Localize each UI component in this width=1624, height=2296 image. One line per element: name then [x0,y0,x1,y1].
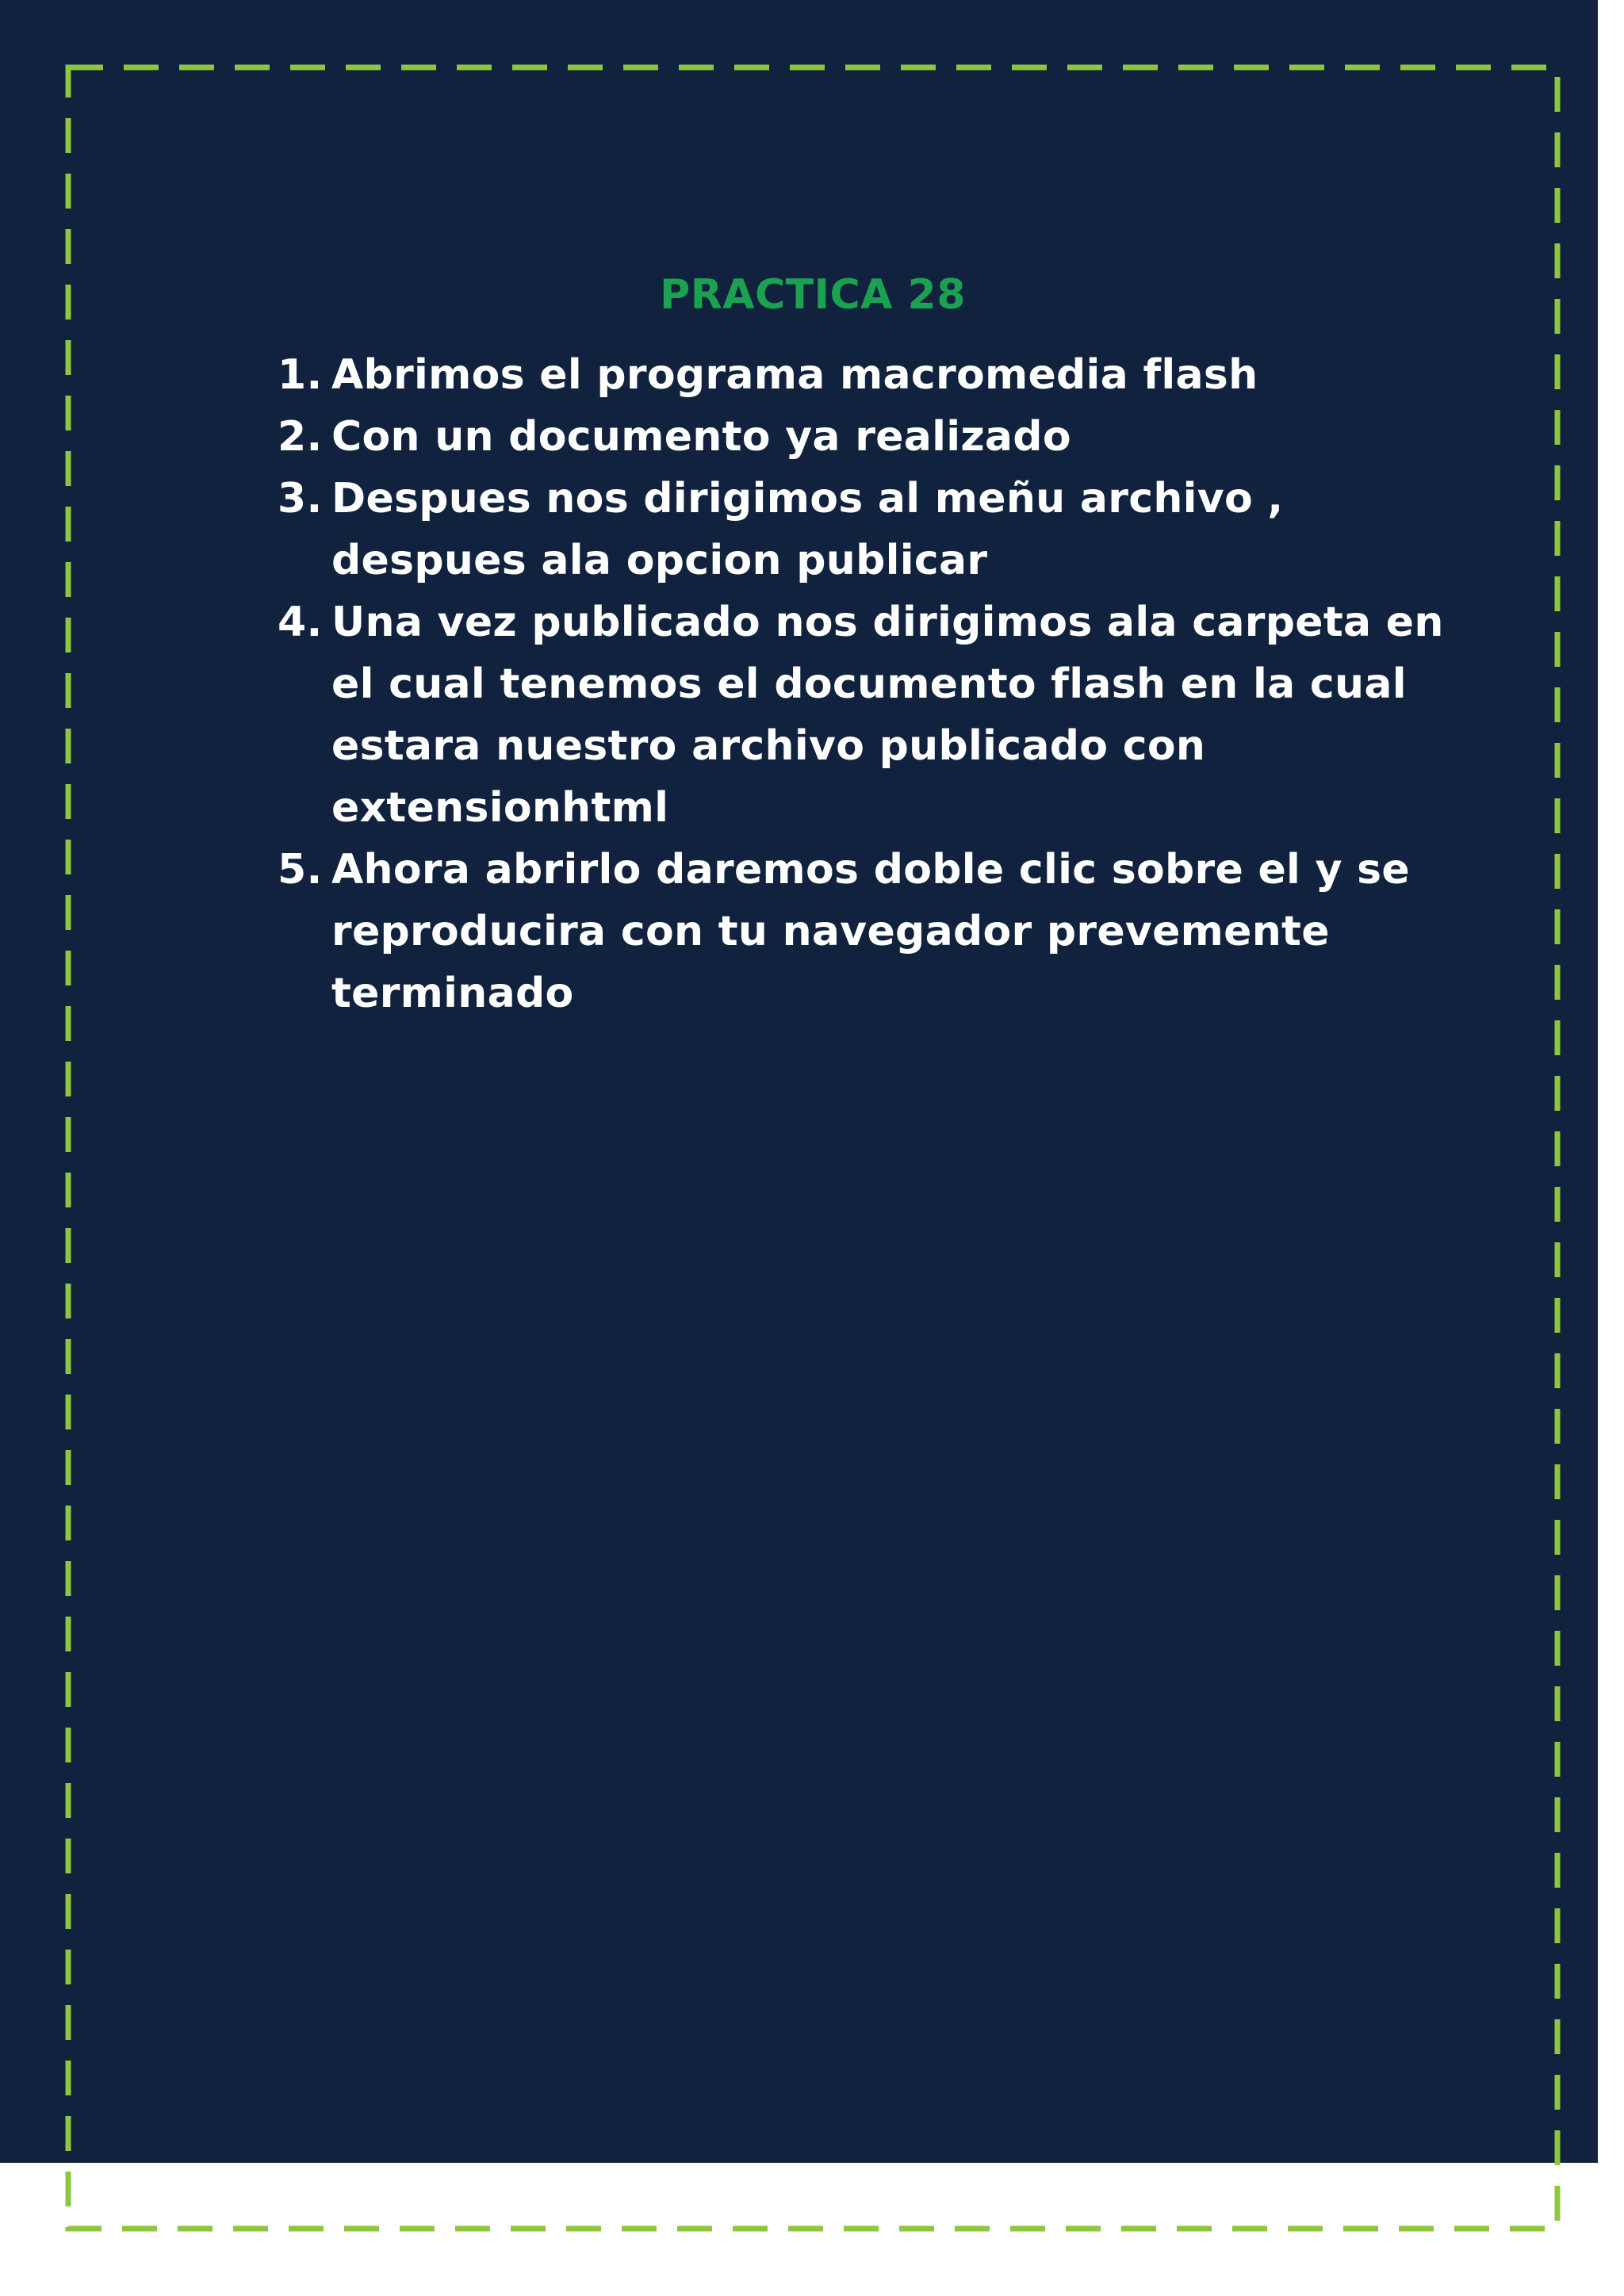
list-item [278,344,1489,406]
list-item [278,468,1489,591]
list-item [278,406,1489,468]
list-item-text: Ahora abrirlo daremos doble clic sobre el y se reproducira con tu navegador prevemente terminado [331,846,1410,1017]
list-item-number: 2. [278,413,323,461]
list-item-text: Despues nos dirigimos al meñu archivo , despues ala opcion publicar [331,475,1284,584]
page-title: PRACTICA 28 [660,271,966,319]
list-item-text: Una vez publicado nos dirigimos ala carpeta en el cual tenemos el documento flash en la cual estara nuestro archivo publicado con extensionhtml [331,599,1444,832]
list-item-text: Con un documento ya realizado [331,413,1071,461]
document-content [278,262,1467,1024]
list-item [278,591,1489,839]
list-item-number: 3. [278,475,323,522]
list-item [278,839,1489,1024]
list-item-number: 1. [278,351,323,399]
list-item-text: Abrimos el programa macromedia flash [331,351,1258,399]
list-item-number: 4. [278,599,323,646]
steps-list [278,344,1467,1024]
list-item-number: 5. [278,846,323,894]
